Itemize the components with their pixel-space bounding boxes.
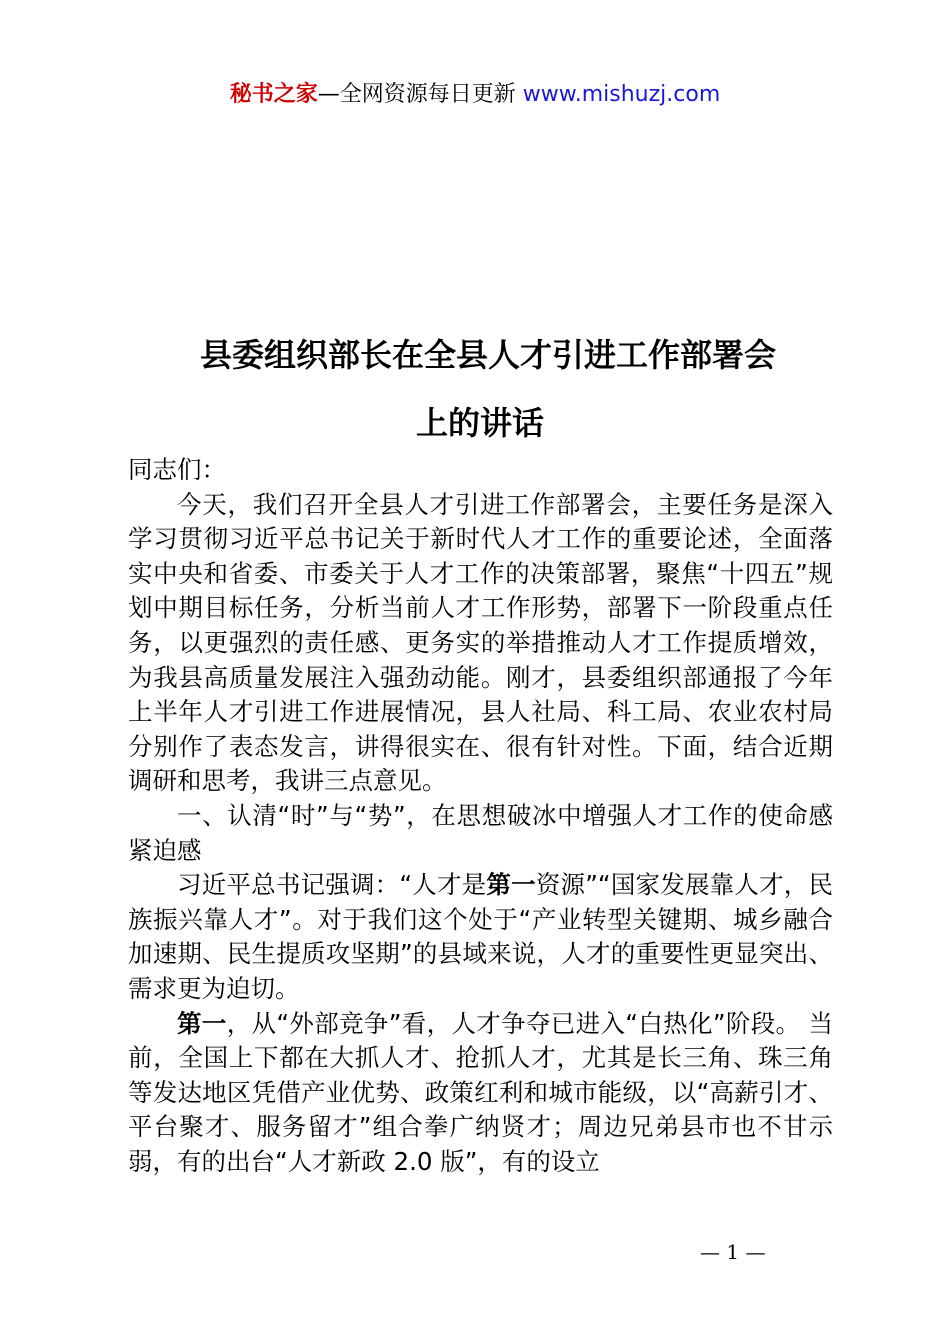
document-body (128, 453, 833, 1179)
site-header (0, 80, 950, 110)
site-url-link[interactable]: www.mishuzj.com (522, 82, 721, 107)
paragraph-quote (128, 868, 833, 1006)
paragraph-quote-bold: 第一 (486, 870, 536, 900)
salutation: 同志们： (128, 455, 226, 484)
site-tagline: —全网资源每日更新 (317, 82, 516, 107)
first-point-label: 第一 (177, 1008, 227, 1038)
page-number: — 1 — (700, 1240, 766, 1264)
paragraph-intro: 今天，我们召开全县人才引进工作部署会，主要任务是深入学习贯彻习近平总书记关于新时代人才工作的重要论述，全面落实中央和省委、市委关于人才工作的决策部署，聚焦“十四五”规划中期目标任务，分析当前人才工作形势，部署下一阶段重点任务，以更强烈的责任感、更务实的举措推动人才工作提质增效，为我县高质量发展注入强劲动能。刚才，县委组织部通报了今年上半年人才引进工作进展情况，县人社局、科工局、农业农村局分别作了表态发言，讲得很实在、很有针对性。下面，结合近期调研和思考，我讲三点意见。 (128, 489, 833, 796)
document-title-line2: 上的讲话 (415, 404, 544, 442)
paragraph-quote-text-a: 习近平总书记强调：“人才是 (177, 870, 487, 900)
site-name: 秘书之家 (229, 82, 318, 107)
paragraph-first-point (128, 1007, 833, 1180)
section-heading-1: 一、认清“时”与“势”，在思想破冰中增强人才工作的使命感紧迫感 (128, 800, 833, 865)
document-title-line1: 县委组织部长在全县人才引进工作部署会 (200, 336, 777, 374)
paragraph-quote-text-b: 资源”“国家发展靠人才，民族振兴靠人才”。对于我们这个处于“产业转型关键期、城乡融合加速期、民生提质攻坚期”的县域来说，人才的重要性更显突出、需求更为迫切。 (128, 870, 833, 1003)
first-point-text: ，从“外部竞争”看，人才争夺已进入“白热化”阶段。 当前，全国上下都在大抓人才、抢抓人才，尤其是长三角、珠三角等发达地区凭借产业优势、政策红利和城市能级，以“高薪引才、平台聚才、服务留才”组合拳广纳贤才；周边兄弟县市也不甘示弱，有的出台“人才新政 2.0 版”，有的设立 (128, 1008, 834, 1176)
